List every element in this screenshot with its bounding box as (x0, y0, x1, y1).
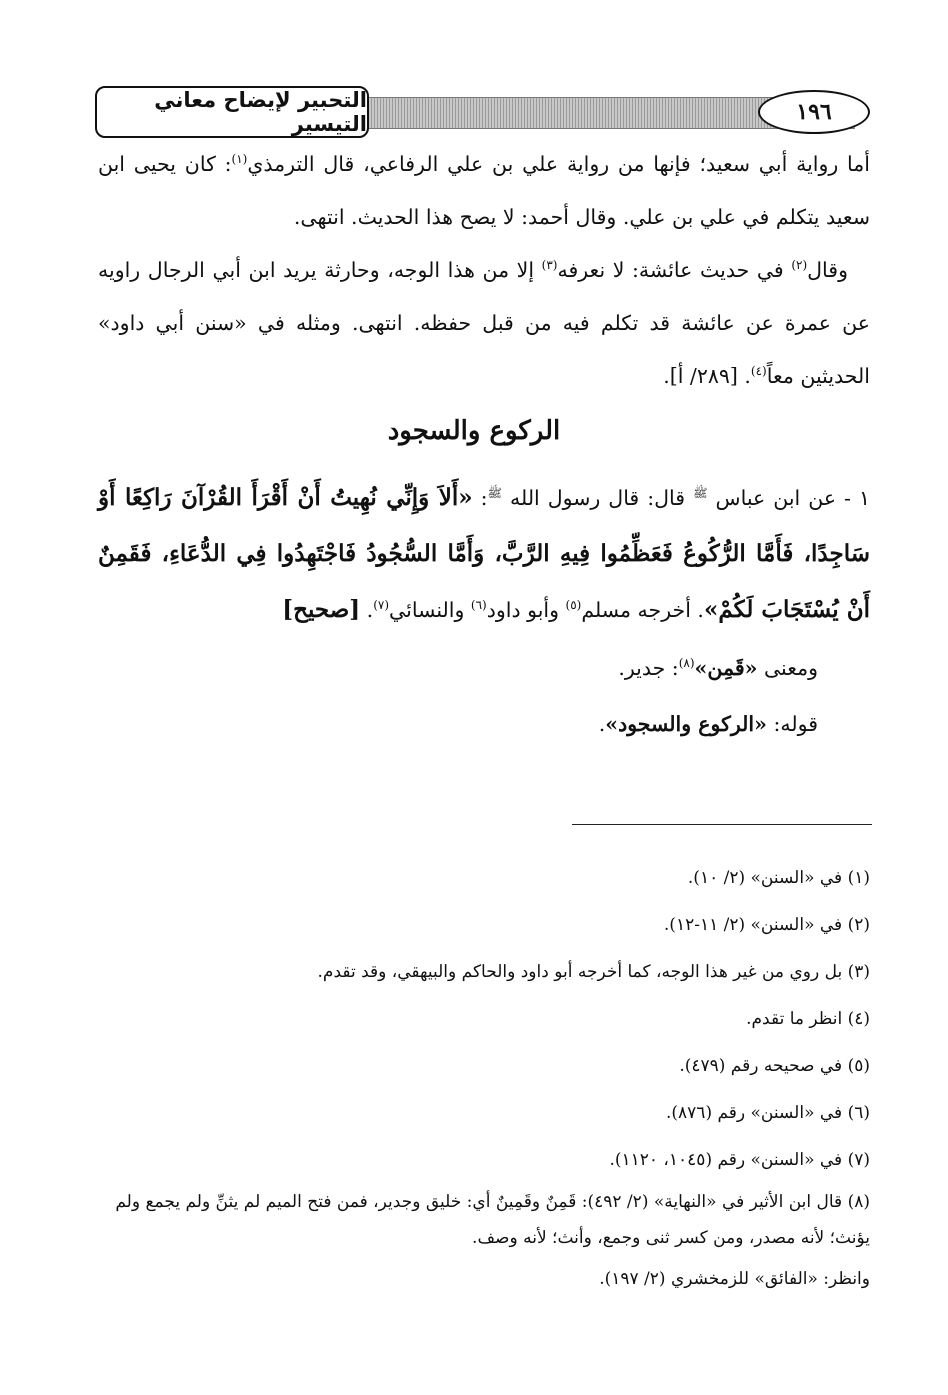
hadith-matn: «أَلاَ وَإِنِّي نُهِيتُ أَنْ أَقْرَأَ القُرْآنَ رَاكِعًا أَوْ سَاجِدًا، فَأَمَّا الرُّكُوعُ فَعَظِّمُوا فِيهِ الرَّبَّ، وَأَمَّا السُّجُودُ فَاجْتَهِدُوا فِي الدُّعَاءِ، فَقَمِنٌ أَنْ يُسْتَجَابَ لَكُمْ» (98, 484, 870, 623)
hadith-block (98, 470, 870, 638)
paragraph-1: أما رواية أبي سعيد؛ فإنها من رواية علي بن علي الرفاعي، قال الترمذي$^{(١)}$: كان يحيى ابن سعيد يتكلم في علي بن علي. وقال أحمد: لا يصح هذا الحديث. انتهى. (98, 152, 870, 229)
footnote-ref-6: (٦) (470, 598, 487, 613)
footnote-1: (١) في «السنن» (٢/ ١٠). (687, 868, 870, 888)
paragraph-2: وقال$^{(٢)}$ في حديث عائشة: لا نعرفه$^{(٣)}$ إلا من هذا الوجه، وحارثة يريد ابن أبي الرجال راويه عن عمرة عن عائشة قد تكلم فيه من قبل حفظه. انتهى. ومثله في «سنن أبي داود» الحديثين معاً$^{(٤)}$. [٢٨٩/ أ]. (98, 258, 870, 388)
honorific-companion: ﷺ (693, 486, 708, 501)
main-text (98, 138, 870, 403)
footnote-8: (٨) قال ابن الأثير في «النهاية» (٢/ ٤٩٢): قَمِنٌ وقَمِينٌ أي: خليق وجدير، فمن فتح الميم لم يثنِّ ولم يجمع ولم يؤنث؛ لأنه مصدر، ومن كسر ثنى وجمع، وأنث؛ لأنه وصف. (115, 1192, 870, 1248)
footnotes (95, 855, 870, 1303)
footnote-2: (٢) في «السنن» (٢/ ١١-١٢). (663, 915, 870, 935)
section-heading: الركوع والسجود (387, 416, 561, 446)
footnote-separator (572, 824, 872, 825)
footnote-8-see-also: وانظر: «الفائق» للزمخشري (٢/ ١٩٧). (599, 1269, 870, 1289)
page-number: ١٩٦ (758, 90, 870, 134)
footnote-ref-5: (٥) (565, 598, 582, 613)
footnote-ref-3: (٣) (541, 258, 558, 273)
footnote-7: (٧) في «السنن» رقم (١٠٤٥، ١١٢٠). (609, 1150, 870, 1170)
hadith-explanation (599, 640, 818, 752)
footnote-6: (٦) في «السنن» رقم (٨٧٦). (665, 1103, 870, 1123)
running-title: التحبير لإيضاح معاني التيسير (95, 86, 369, 138)
qawl-line: قوله: «الركوع والسجود». (598, 712, 818, 736)
meaning-line: ومعنى «قَمِن»$^{(٨)}$: جدير. (618, 656, 818, 680)
footnote-3: (٣) بل روي من غير هذا الوجه، كما أخرجه أبو داود والحاكم والبيهقي، وقد تقدم. (317, 962, 870, 982)
footnote-ref-2: (٢) (791, 258, 808, 273)
footnote-ref-7: (٧) (373, 598, 390, 613)
footnote-5: (٥) في صحيحه رقم (٤٧٩). (679, 1056, 870, 1076)
honorific-prophet: ﷺ (487, 486, 503, 501)
footnote-ref-1: (١) (231, 152, 248, 167)
footnote-ref-8: (٨) (678, 656, 695, 671)
hadith-text: ١ - عن ابن عباس $^ﷺ$ قال: قال رسول الله $^ﷺ$: «أَلاَ وَإِنِّي نُهِيتُ أَنْ أَقْرَأَ القُرْآنَ رَاكِعًا أَوْ سَاجِدًا، فَأَمَّا الرُّكُوعُ فَعَظِّمُوا فِيهِ الرَّبَّ، وَأَمَّا السُّجُودُ فَاجْتَهِدُوا فِي الدُّعَاءِ، فَقَمِنٌ أَنْ يُسْتَجَابَ لَكُمْ». أخرجه مسلم$^{(٥)}$ وأبو داود$^{(٦)}$ والنسائي$^{(٧)}$. [صحيح] (98, 484, 870, 623)
footnote-ref-4: (٤) (750, 364, 767, 379)
hadith-grade: [صحيح] (282, 596, 361, 623)
footnote-4: (٤) انظر ما تقدم. (746, 1009, 870, 1029)
